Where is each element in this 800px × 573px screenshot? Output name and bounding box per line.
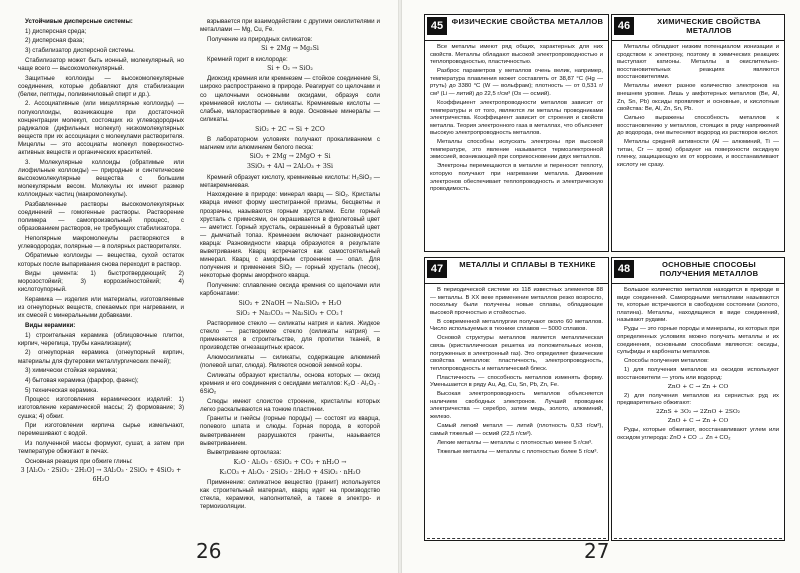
formula-line: 3SiO₂ + 4Al → 2Al₂O₃ + 3Si: [246, 163, 334, 171]
text-paragraph: 4) бытовая керамика (фарфор, фаянс);: [25, 376, 139, 384]
card-paragraph: 2ZnS + 3O₂ → 2ZnO + 2SO₂: [655, 409, 741, 416]
formula-line: K₂O · Al₂O₃ · 6SiO₂ + CO₂ + nH₂O →: [233, 459, 347, 466]
text-paragraph: Алюмосиликаты — силикаты, содержащие алюминий (полевой шпат, слюда). Являются основой земной коры.: [200, 353, 380, 369]
card-paragraph: Разброс параметров у металлов очень велик, например, температура плавления может составлять от 38,87 °C (Hg — ртуть) до 3380 °C (W — вольфрам); плотность — от 0,531 г/см³ (Li — литий) до 22,5 г/см³ (Os — осмий).: [430, 68, 603, 97]
card-chemical-properties: [611, 14, 785, 252]
left-column-1: [18, 18, 184, 558]
text-paragraph: Кремний горит в кислороде:: [207, 55, 288, 63]
text-paragraph: Устойчивые дисперсные системы:: [25, 18, 133, 25]
left-page: [0, 0, 398, 573]
card-paragraph: ZnO + C → Zn + CO: [667, 383, 729, 390]
cut-line: [614, 538, 782, 539]
text-paragraph: Виды керамики:: [25, 322, 76, 329]
card-metal-production: [611, 257, 785, 541]
text-paragraph: Защитные коллоиды — высокомолекулярные соединения, которые добавляют для стабилизации (белки, пептиды, поливиниловый спирт и др.).: [18, 74, 184, 98]
text-paragraph: Кремний образует кислоту, кремниевые кислоты: H₂SiO₃ — метакремниевая.: [200, 173, 380, 189]
text-paragraph: 1) дисперсная среда;: [25, 27, 87, 35]
card-paragraph: Руды, которые обжигают, восстанавливают углем или оксидом углерода: ZnO + CO → Zn + CO₂: [617, 427, 779, 441]
card-metals-alloys: [424, 257, 609, 541]
text-paragraph: Стабилизатор может быть ионный, молекулярный, но чаще всего — высокомолекулярный.: [18, 56, 184, 72]
text-paragraph: Получение: сплавление оксида кремния со щелочами или карбонатами:: [200, 281, 380, 298]
text-paragraph: Силикаты образуют кристаллы, основа которых — оксид кремния и его соединения с оксидами металлов: K₂O · Al₂O₃ · 6SiO₂: [200, 371, 380, 395]
cut-line: [427, 538, 606, 539]
text-paragraph: 5) техническая керамика.: [25, 386, 99, 394]
text-paragraph: 3. Молекулярные коллоиды (обратимые или лиофильные коллоиды) — природные и синтетические высокомолекулярные вещества с большим молекулярным весом. Молекулы их имеют размер коллоидных частиц (макромолекулы).: [18, 158, 184, 199]
formula-line: K₂CO₃ + Al₂O₃ · 2SiO₂ · 2H₂O + 4SiO₂ · nH₂O: [219, 469, 361, 477]
card-paragraph: Способы получения металлов:: [624, 358, 709, 365]
text-paragraph: 2) огнеупорная керамика (огнеупорный кирпич, материалы для футеровки металлургических печей);: [18, 349, 184, 365]
card-physical-properties: [424, 14, 609, 252]
card-paragraph: Пластичность — способность металлов изменять форму. Уменьшается в ряду Au, Ag, Cu, Sn, Pb, Zn, Fe.: [430, 374, 603, 389]
card-paragraph: Руды — это горные породы и минералы, из которых при определенных условиях можно получать металлы и их соединения, основными способами являются: оксиды, сульфиды и карбонаты металлов.: [617, 326, 779, 356]
text-paragraph: Диоксид кремния или кремнезем — стойкое соединение Si, широко распространено в природе. Реагирует со щелочами и со щелочными основными оксидами, образуя соли кремниевой кислоты — силикаты. Кремниевые кислоты — слабые, малорастворимые в воде. Основные минералы — силикаты.: [200, 75, 380, 123]
text-paragraph: При изготовлении кирпича сырье измельчают, перемешивают с водой.: [18, 422, 184, 438]
card-title: ХИМИЧЕСКИЕ СВОЙСТВА МЕТАЛЛОВ: [657, 17, 761, 36]
right-page: [402, 0, 800, 573]
formula-line: Si + O₂ → SiO₂: [267, 65, 313, 73]
text-paragraph: взрывается при взаимодействии с другими окислителями и металлами — Mg, Cu, Fe.: [200, 18, 380, 34]
card-paragraph: Коэффициент электропроводности металлов зависит от температуры и от того, являются ли металлы проводниками электричества. Коэффициент зависит от строения и свойств металла. Теория электронного газа в металлах, что объясняет высокую электропроводность металлов.: [430, 99, 603, 137]
card-paragraph: Все металлы имеют ряд общих, характерных для них свойств. Металлы обладают высокой электропроводностью и теплопроводностью, пластичностью.: [430, 44, 603, 66]
card-paragraph: Металлы имеют разное количество электронов на внешнем уровне. Лишь у амфотерных металлов (Be, Al, Zn, Sn, Pb) оксиды проявляют и основные, и кислотные свойства: Be, Al, Zn, Sn, Pb.: [617, 83, 779, 113]
card-paragraph: В периодической системе из 118 известных элементов 88 — металлы. В ХХ веке применение металлов резко возросло, поскольку были получены новые сплавы, обладающие высокой прочностью и стойкостью.: [430, 287, 603, 316]
formula-line: SiO₂ + 2NaOH → Na₂SiO₃ + H₂O: [238, 299, 342, 307]
card-header: [425, 258, 608, 284]
text-paragraph: Нахождение в природе: минерал кварц — SiO₂. Кристалы кварца имеют форму шестигранной призмы, бесцветны и прозрачны, называются горным хрусталем. Если горный хрусталь с примесями, он окрашивается в фиолетовый цвет — аметист. Горный хрусталь, окрашенный в буроватый цвет — дымчатый топаз. Кремнезем включает разновидности кварца: Разновидности кварца образуются в результате выветривания. Кварц встречается как самостоятельный минерал. Кварц с аморфным строением — опал. Для получения и применения SiO₂ — горный хрусталь (песок), некоторые формы аморфного кварца.: [200, 191, 380, 280]
text-paragraph: В лабораторном условиях получают прокаливанием с магнием или алюминием белого песка:: [200, 135, 380, 151]
card-number: 46: [614, 17, 634, 35]
text-paragraph: Выветривание ортоклаза:: [207, 449, 282, 457]
card-paragraph: 2) для получения металлов из сернистых руд их предварительно обжигают:: [617, 392, 779, 407]
card-paragraph: 1) для получения металлов из оксидов используют восстановители — уголь или водород:: [617, 367, 779, 381]
card-paragraph: Электроны перемещаются в металле и переносят теплоту, которую получают при нагревании металла. Движение электронов обеспечивает теплопроводность и электрическую проводимость.: [430, 163, 603, 193]
card-title: ОСНОВНЫЕ СПОСОБЫ ПОЛУЧЕНИЯ МЕТАЛЛОВ: [659, 260, 759, 279]
card-paragraph: Самый легкий металл — литий (плотность 0,53 г/см³), самый тяжелый — осмий (22,5 г/см³).: [430, 423, 603, 437]
page-number-left: 26: [196, 539, 222, 563]
card-paragraph: Тяжелые металлы — металлы с плотностью более 5 г/см³.: [437, 448, 599, 455]
text-paragraph: 2) дисперсная фаза;: [25, 37, 85, 45]
card-paragraph: Высокая электропроводность металлов объясняется наличием свободных электронов. Лучший проводник электричества — серебро, затем медь, золото, алюминий, железо.: [430, 391, 603, 421]
card-number: 47: [427, 260, 447, 278]
text-paragraph: Керамика — изделия или материалы, изготовляемые из огнеупорных веществ, спекаемых при нагревании, и их смесей с минеральными добавками.: [18, 296, 184, 320]
text-paragraph: Обратимые коллоиды — вещества, сухой остаток которых после выпаривания снова переходит в раствор.: [18, 252, 184, 268]
text-paragraph: Слюды имеют слоистое строение, кристаллы которых легко раскалываются на тонкие пластинки.: [200, 397, 380, 413]
card-paragraph: Основой структуры металлов является металлическая связь (кристаллическая решетка из положительных ионов, погруженных в электронный газ). Это определяет физические свойства металлов: пластичность, электропроводность, теплопроводность и металлический блеск.: [430, 335, 603, 372]
card-paragraph: ZnO + C → Zn + CO: [667, 418, 729, 425]
card-header: [612, 258, 784, 284]
text-paragraph: Из полученной массы формуют, сушат, а затем при температуре обжигают в печах.: [18, 439, 184, 456]
text-paragraph: Виды цемента: 1) быстротвердеющий; 2) морозостойкий; 3) коррозийностойкий; 4) кислотоупорный.: [18, 270, 184, 294]
text-paragraph: 1) строительная керамика (облицовочные плитки, кирпич, черепица, трубы канализации);: [18, 331, 184, 347]
card-paragraph: Большое количество металлов находится в природе в виде соединений. Самородными металлами называются те, которые встречаются в свободном состоянии (золото, платина). Металлы, находящиеся в виде соединений, называют рудами.: [617, 287, 779, 324]
card-paragraph: Металлы средней активности (Al — алюминий, Ti — титан, Cr — хром) образуют на поверхности оксидную пленку, защищающую их от коррозии, и восстанавливают кислоту не сразу.: [617, 139, 779, 169]
text-paragraph: 3) химически стойкая керамика;: [25, 367, 118, 375]
card-paragraph: Легкие металлы — металлы с плотностью менее 5 г/см³.: [437, 439, 593, 446]
card-body: [430, 44, 603, 248]
card-title: ФИЗИЧЕСКИЕ СВОЙСТВА МЕТАЛЛОВ: [451, 17, 604, 26]
text-paragraph: Растворимое стекло — силикаты натрия и калия. Жидкое стекло — растворимое стекло (силикаты натрия) — применяется в строительстве, для пропитки тканей, в производстве огнезащитных красок.: [200, 319, 380, 352]
formula-line: SiO₂ + Na₂CO₃ → Na₂SiO₃ + CO₂↑: [236, 309, 344, 317]
card-paragraph: Металлы способны испускать электроны при высокой температуре, это явление называется термоэлектронной эмиссией, возникающей при соприкосновении двух металлов.: [430, 139, 603, 161]
card-title: МЕТАЛЛЫ И СПЛАВЫ В ТЕХНИКЕ: [459, 260, 596, 269]
left-column-2: [200, 18, 380, 538]
text-paragraph: Процесс изготовления керамических изделий: 1) изготовление керамической массы; 2) формование; 3) сушка; 4) обжиг.: [18, 396, 184, 420]
text-paragraph: Неполярные макромолекулы растворяются в углеводородах, полярные — в полярных растворителях.: [18, 234, 184, 250]
card-paragraph: Металлы обладают низким потенциалом ионизации и сродством к электрону, поэтому в химических реакциях выступают катионы. Металлы в окислительно-восстановительных реакциях являются восстановителями.: [617, 44, 779, 81]
card-body: [617, 287, 779, 537]
text-paragraph: Основная реакция при обжиге глины:: [25, 457, 133, 465]
card-body: [617, 44, 779, 248]
formula-line: SiO₂ + 2Mg → 2MgO + Si: [249, 153, 331, 161]
formula-line: Si + 2Mg → Mg₂Si: [261, 45, 319, 53]
card-number: 48: [614, 260, 634, 278]
text-paragraph: Применение: силикатное вещество (гранит) используется как строительный материал, кварц идет на производство стекла, керамики, наполнителей, а также в электро- и термоизоляции.: [200, 479, 380, 511]
text-paragraph: Граниты и гнейсы (горные породы) — состоят из кварца, полевого шпата и слюды. Горная порода, в которой выветриванием разрушаются граниты, называется выветриванием.: [200, 415, 380, 447]
card-header: [612, 15, 784, 41]
card-paragraph: Сильно выражены способность металлов к восстановлению у металлов, стоящих в ряду напряжений до водорода, они вытесняют водород из растворов кислот.: [617, 115, 779, 137]
formula-line: 3 [Al₂O₃ · 2SiO₂ · 2H₂O] → 3Al₂O₃ · 2SiO₂ + 4SiO₂ + 6H₂O: [20, 467, 182, 483]
page-number-right: 27: [584, 539, 610, 563]
text-paragraph: Получение из природных силикатов:: [207, 35, 313, 43]
card-paragraph: В современной металлургии получают около 60 металлов. Число используемых в технике сплавов — 5000 сплавов.: [430, 318, 603, 333]
text-paragraph: 2. Ассоциативные (или мицеллярные коллоиды) — полуколлоиды, возникающие при достаточной концентрации молекул, состоящих из углеводородных радикалов (дифильных молекул) низкомолекулярных веществ при их ассоциации с молекулами растворителя. Мицеллы — это ассоциаты молекул поверхностно-активных веществ и органических красителей.: [18, 100, 184, 156]
text-paragraph: 3) стабилизатор дисперсной системы.: [25, 47, 135, 55]
text-paragraph: Разбавленные растворы высокомолекулярных соединений — гомогенные растворы. Растворение полимера — самопроизвольный процесс, с образованием растворов, не требующих стабилизатора.: [18, 200, 184, 232]
formula-line: SiO₂ + 2C → Si + 2CO: [255, 125, 325, 133]
card-body: [430, 287, 603, 537]
card-header: [425, 15, 608, 41]
card-number: 45: [427, 17, 447, 35]
